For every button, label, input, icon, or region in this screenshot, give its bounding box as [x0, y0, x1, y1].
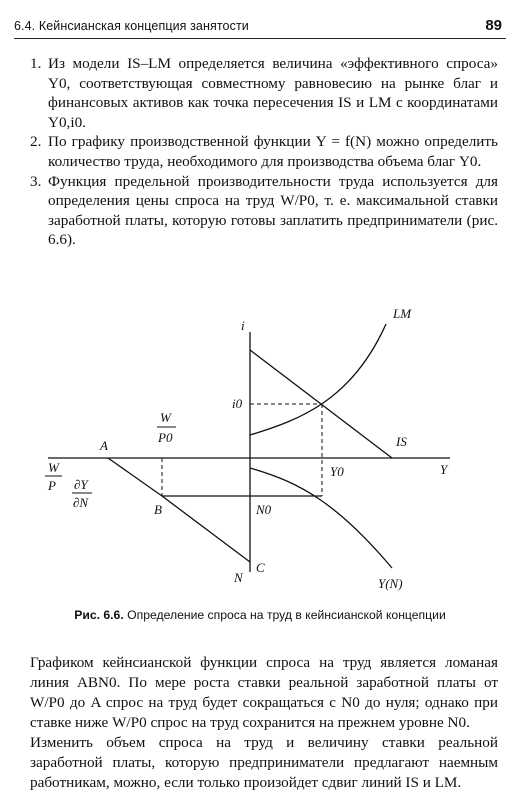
- figure-6-6: [20, 282, 500, 602]
- caption-label: Рис. 6.6.: [74, 608, 124, 622]
- production-function-curve: [250, 468, 392, 568]
- label-is: IS: [396, 434, 407, 449]
- label-w-over-p: [45, 460, 62, 493]
- label-dy-dn: [72, 477, 92, 510]
- section-title: 6.4. Кейнсианская концепция занятости: [14, 19, 249, 33]
- list-item: [30, 172, 498, 250]
- paragraph: Изменить объем спроса на труд и величину ставки реальной заработной платы, которую предприниматели предлагают наемным работникам, можно, если только произойдет сдвиг линий IS и LM.: [30, 734, 498, 791]
- label-w-over-p0: [157, 410, 176, 445]
- w-p-numerator: W: [48, 460, 59, 475]
- list-number: 1.: [30, 55, 42, 72]
- w-p0-numerator: W: [160, 410, 171, 425]
- dy-dn-denominator: ∂N: [73, 495, 89, 510]
- figure-caption: [0, 608, 520, 622]
- paragraph: Графиком кейнсианской функции спроса на труд является ломаная линия ABN0. По мере роста ставки реальной заработной платы от W/P0 до A спрос на труд будет сокращаться с N0 до нуля; однако при ставке ниже W/P0 спрос на труд сохранится на прежнем уровне N0.: [30, 654, 498, 731]
- lm-curve: [250, 324, 386, 435]
- list-text: Из модели IS–LM определяется величина «эффективного спроса» Y0, соответствующая совместному равновесию на рынке благ и финансовых активов как точка пересечения IS и LM с координатами Y0,i0.: [48, 55, 498, 131]
- label-i0: i0: [232, 396, 243, 411]
- label-y: Y: [440, 462, 448, 477]
- labor-demand-line-ab: [108, 458, 162, 496]
- list-text: По графику производственной функции Y = f(N) можно определить количество труда, необходимого для производства объема благ Y0.: [48, 133, 498, 170]
- list-item: [30, 132, 498, 171]
- label-y-of-n: Y(N): [378, 576, 403, 591]
- list-number: 2.: [30, 133, 42, 151]
- list-number: 3.: [30, 172, 42, 190]
- running-header: [14, 8, 506, 39]
- w-p-denominator: P: [48, 478, 56, 493]
- w-p0-denominator: P0: [158, 430, 173, 445]
- labor-demand-line-bc: [162, 496, 250, 562]
- label-y0: Y0: [330, 464, 344, 479]
- label-n: N: [234, 570, 243, 585]
- label-i: i: [241, 318, 245, 333]
- label-a: A: [100, 438, 108, 453]
- numbered-list: [30, 54, 498, 250]
- label-lm: LM: [393, 306, 412, 321]
- dy-dn-numerator: ∂Y: [74, 477, 88, 492]
- caption-text: Определение спроса на труд в кейнсианской концепции: [127, 608, 446, 622]
- label-c: C: [256, 560, 265, 575]
- page-number: 89: [485, 17, 502, 34]
- label-n0: N0: [256, 502, 272, 517]
- keynesian-labor-demand-diagram: [20, 282, 500, 602]
- list-text: Функция предельной производительности труда используется для определения цены спроса на труд W/P0, т. е. максимальной ставки заработной платы, которую готовы заплатить предприниматели (рис. 6.6).: [48, 172, 498, 249]
- label-b: B: [154, 502, 162, 517]
- list-item: [30, 54, 498, 132]
